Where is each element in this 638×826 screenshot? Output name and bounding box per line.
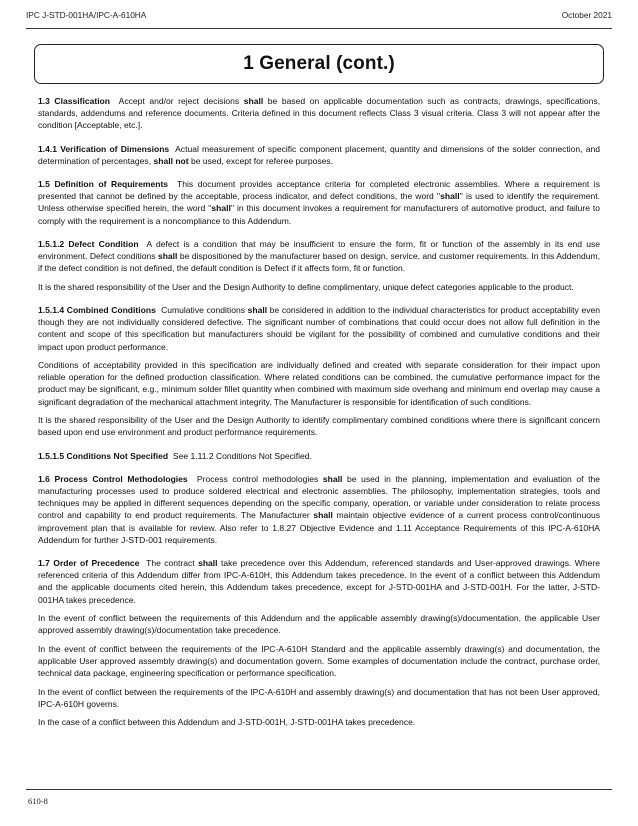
page-number: 610-8 (28, 796, 48, 806)
document-date: October 2021 (561, 10, 612, 20)
paragraph (38, 473, 600, 546)
section-heading: 1.5.1.5 Conditions Not Specified (38, 450, 169, 461)
paragraph (38, 238, 600, 275)
section-title-box (34, 44, 604, 84)
body-content (38, 95, 600, 735)
paragraph (38, 716, 600, 728)
paragraph-text: Accept and/or reject decisions shall be based on applicable documentation such as contracts, drawings, specifications, standards, addendums and reference documents. Criteria defined in this document reflects Class 3 visual criteria. Class 3 will not appear after the condition [Acceptable, etc.]. (38, 96, 601, 131)
paragraph-text: It is the shared responsibility of the User and the Design Authority to identify complimentary combined conditions where there is significant concern based upon end use environment and product performance requirements. (38, 415, 600, 438)
document-id: IPC J-STD-001HA/IPC-A-610HA (26, 10, 147, 20)
paragraph-text: Process control methodologies shall be used in the planning, implementation and evaluation of the manufacturing processes used to produce soldered electrical and electronic assemblies. The philosophy, implementation strategies, tools and techniques may be applied in different sequences depending on the specific company, operation, or variable under consideration to relate process control and capability to end product requirements. The Manufacturer shall maintain objective evidence of a current process control/continuous improvement plan that is available for review. Also refer to 1.8.27 Objective Evidence and 1.11 Acceptance Requirements of this IPC-A-610HA Addendum for further J-STD-001 requirements. (38, 473, 600, 545)
paragraph-text: It is the shared responsibility of the User and the Design Authority to define complimentary, unique defect categories applicable to the product. (38, 281, 574, 292)
paragraph-text: In the event of conflict between the requirements of the IPC-A-610H Standard and the applicable assembly drawing(s) and documentation, the applicable User approved assembly drawing(s) and documentation govern. Some examples of documentation include the contract, purchase order, technical data package, engineering specification or performance specification. (38, 643, 600, 679)
section-heading: 1.7 Order of Precedence (38, 557, 140, 568)
paragraph (38, 557, 600, 606)
section-heading: 1.4.1 Verification of Dimensions (38, 143, 170, 154)
paragraph (38, 612, 600, 636)
paragraph (38, 450, 600, 462)
requirement-keyword: shall (440, 191, 460, 202)
requirement-keyword: shall (247, 304, 268, 315)
section-heading: 1.5.1.2 Defect Condition (38, 238, 139, 249)
section-title: 1 General (cont.) (243, 53, 395, 74)
paragraph (38, 686, 600, 710)
paragraph-text: This document provides acceptance criteria for completed electronic assemblies. Where a requirement is presented that cannot be defined by the acceptable, process indicator, and defect conditions, the word ''shall'' is used to identify the requirement. Unless otherwise specified herein, the word ''shall'' in this document invokes a requirement for manufacturers of automotive product, and failure to comply with the requirement is a noncompliance to this Addendum. (38, 179, 600, 226)
paragraph-text: See 1.11.2 Conditions Not Specified. (172, 450, 312, 461)
paragraph (38, 414, 600, 438)
header-rule (26, 28, 612, 29)
paragraph (38, 304, 600, 353)
requirement-keyword: shall not (153, 155, 189, 166)
paragraph (38, 178, 600, 227)
paragraph (38, 281, 600, 293)
requirement-keyword: shall (198, 557, 218, 568)
paragraph-text: In the event of conflict between the requirements of the IPC-A-610H and assembly drawing(s) and documentation that has not been User approved, IPC-A-610H governs. (38, 686, 600, 709)
section-heading: 1.3 Classification (38, 96, 111, 106)
paragraph (38, 643, 600, 680)
requirement-keyword: shall (211, 203, 231, 214)
section-heading: 1.5 Definition of Requirements (38, 179, 169, 190)
paragraph-text: Actual measurement of specific component placement, quantity and dimensions of the solder connection, and determination of percentages, shall not be used, except for referee purposes. (38, 143, 601, 166)
requirement-keyword: shall (313, 510, 333, 521)
paragraph-text: Conditions of acceptability provided in this specification are individually defined and created with separate consideration for their impact upon reliable operation for the defined production classification. Where related conditions can be combined, the cumulative performance impact for the product may be significant, e.g., minimum solder fillet quantity when combined with maximum side overhang and minimum end overlap may cause a significant degradation of the mechanical attachment integrity. The Manufacturer is responsible for identification of such conditions. (38, 360, 600, 407)
paragraph-text: A defect is a condition that may be insufficient to ensure the form, fit or function of the assembly in its end use environment. Defect conditions shall be dispositioned by the manufacturer based on design, service, and customer requirements. In this Addendum, if the defect condition is not defined, the default condition is Defect if it affects form, fit or function. (38, 238, 601, 274)
paragraph (38, 143, 600, 167)
paragraph-text: In the case of a conflict between this Addendum and J-STD-001H, J-STD-001HA takes precedence. (38, 717, 416, 728)
requirement-keyword: shall (322, 473, 343, 484)
requirement-keyword: shall (157, 251, 178, 262)
running-header (26, 10, 612, 20)
section-heading: 1.6 Process Control Methodologies (38, 473, 188, 484)
paragraph (38, 359, 600, 408)
footer-rule (26, 789, 612, 790)
section-heading: 1.5.1.4 Combined Conditions (38, 304, 156, 315)
paragraph-text: Cumulative conditions shall be considered in addition to the individual characteristics for product acceptability even though they are not individually considered defective. The significant number of combinations that could occur does not allow full definition in the content and scope of this specification but manufacturers should be vigilant for the possibility of combined and cumulative conditions and their impact upon product performance. (38, 304, 600, 352)
paragraph-text: The contract shall take precedence over this Addendum, referenced standards and User-approved drawings. Where referenced criteria of this Addendum differ from IPC-A-610H, this Addendum takes precedence. In the event of a conflict between this Addendum and the applicable documents cited herein, this Addendum takes precedence, except for J-STD-001HA and J-STD-001H. For the latter, J-STD-001HA takes precedence. (38, 557, 600, 605)
requirement-keyword: shall (243, 96, 264, 106)
paragraph (38, 95, 600, 132)
paragraph-text: In the event of conflict between the requirements of this Addendum and the applicable assembly drawing(s)/documentation, the applicable User approved assembly drawing(s)/documentation take precedence. (38, 613, 600, 636)
